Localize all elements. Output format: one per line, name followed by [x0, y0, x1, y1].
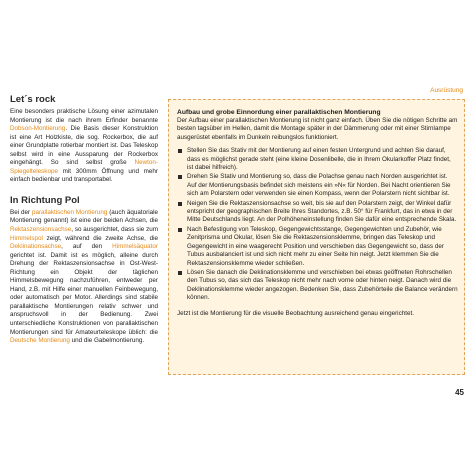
- bullet-square-icon: [178, 228, 182, 232]
- paragraph-parallaktisch: [10, 209, 158, 346]
- text-segment: Eine besonders praktische Lösung einer azimutalen Montierung ist die nach ihrem Erfinder benannte: [10, 108, 158, 124]
- instruction-text: Lösen Sie danach die Deklinationsklemme und verschieben bei etwas geöffneten Rohrschellen den Tubus so, das sich das Teleskop nicht mehr nach vorne oder hinten neigt. Danach wird die Deklinationsklemme wieder angezogen. Bedenken Sie, dass Zubehörteile die Balance verändern können.: [187, 268, 458, 302]
- info-box-title: Aufbau und grobe Einnordung einer parallaktischen Montierung: [177, 109, 381, 116]
- instruction-text: Nach Befestigung von Teleskop, Gegengewichtsstange, Gegengewichten und Zubehör, wie Zenitprisma und Okular, lösen Sie die Rektaszensionsklemme, bringen das Teleskop und Gegengewicht in eine waagerecht Position und verschieben das Gegengewicht so, dass der Tubus ausbalanciert ist und sich nicht mehr zu einer Seite hin neigt. Jetzt klemmen Sie die Rektaszensionsklemme wieder schließen.: [187, 225, 444, 267]
- highlighted-term: Newton-Spiegelteleskope: [10, 159, 158, 175]
- page-number: 45: [455, 388, 464, 397]
- info-box-intro: Der Aufbau einer parallaktischen Montierung ist nicht ganz einfach. Üben Sie die nötigen Schritte am besten tagsüber im Hellen, damit die Montage später in der Dämmerung oder mit einer Stirnlampe ausgerüstet ebenfalls im Dunkeln reibungslos funktioniert.: [177, 117, 458, 141]
- text-segment: (auch äquatoriale Montierung genannt) ist eine der beiden Achsen, die: [10, 208, 158, 225]
- instruction-text: Stellen Sie das Stativ mit der Montierung auf einen festen Untergrund und achten Sie darauf, dass es möglichst gerade steht (eine kleine Dosenlibelle, die in Ihrem Okularkoffer Platz findet, ist dabei hilfreich).: [187, 147, 451, 172]
- text-segment: . Die Basis dieser Konstruktion ist eine Art Holzkiste, die sog. Rockerbox, die auf einer Grundplatte rotierbar montiert ist. Das Teleskop selbst wird in eine Aussparung der Rockerbox eingehängt. So sind selbst große: [10, 125, 158, 167]
- info-box-content: [177, 108, 458, 318]
- highlighted-term: parallaktischen Montierung: [31, 208, 108, 216]
- instruction-text: Drehen Sie Stativ und Montierung so, dass die Polachse genau nach Norden ausgerichtet ist. Auf der Montierungsbasis befindet sich meistens ein »N« für Norden. Bei Nacht orientieren Sie sich am Polarstern oder verwenden sie einen Kompass, wenn der Polarstern nicht sichtbar ist.: [187, 173, 451, 198]
- bullet-square-icon: [178, 202, 182, 206]
- text-segment: und die Gabelmontierung.: [69, 337, 145, 345]
- instruction-item: [177, 173, 458, 198]
- text-segment: mit 300mm Öffnung und mehr einfach bedienbar und transportabel.: [10, 167, 158, 184]
- info-box: [168, 99, 465, 375]
- instruction-item: [177, 226, 458, 268]
- bullet-square-icon: [178, 175, 182, 179]
- highlighted-term: Himmelsäquator: [112, 243, 158, 251]
- instruction-list: [177, 147, 458, 302]
- text-segment: , auf den: [61, 243, 113, 251]
- heading-lets-rock: Let´s rock: [10, 94, 56, 105]
- instruction-text: Neigen Sie die Rektaszensionsachse so weit, bis sie auf den Polarstern zeigt, der Winkel dafür entspricht der geographischen Breite Ihres Standortes, z.B. 50° für Frankfurt, das in etwa in der Mitte Deutschlands liegt. An der Polhöheneinstellung finden Sie dafür eine entsprechende Skala.: [187, 199, 457, 224]
- highlighted-term: Deklinationsachse: [10, 243, 62, 251]
- instruction-item: [177, 269, 458, 303]
- text-segment: , so ausgerichtet, dass sie zum: [71, 226, 158, 234]
- section-tag: Ausrüstung: [430, 87, 463, 94]
- info-box-conclusion: Jetzt ist die Montierung für die visuelle Beobachtung ausreichend genau eingerichtet.: [177, 309, 414, 317]
- left-column: [10, 94, 158, 356]
- paragraph-dobson: [10, 108, 158, 185]
- instruction-item: [177, 200, 458, 225]
- bullet-square-icon: [178, 149, 182, 153]
- bullet-square-icon: [178, 271, 182, 275]
- text-segment: gerichtet ist. Damit ist es möglich, alleine durch Drehung der Rektaszensionsachse in Ost-West-Richtung ein Objekt der täglichen Himmelsbewegung nachzuführen, entweder per Hand, z.B. mit Hilfe einer manuellen Feinbewegung, oder automatisch per Motor. Allerdings sind stabile parallaktische Montierungen relativ schwer und anspruchsvoll in der Bedienung. Zwei unterschiedliche Konstruktionen von parallaktischen Montierungen sind für Amateurteleskope üblich: die: [10, 251, 158, 336]
- highlighted-term: Deutsche Montierung: [10, 337, 70, 345]
- text-segment: zeigt, während die zweite Achse, die: [42, 234, 158, 242]
- highlighted-term: Himmelspol: [10, 234, 43, 242]
- text-segment: Bei der: [10, 208, 32, 216]
- heading-richtung-pol: In Richtung Pol: [10, 194, 80, 206]
- highlighted-term: Rektaszensionsachse: [10, 226, 72, 234]
- instruction-item: [177, 147, 458, 172]
- highlighted-term: Dobson-Montierung: [10, 125, 66, 133]
